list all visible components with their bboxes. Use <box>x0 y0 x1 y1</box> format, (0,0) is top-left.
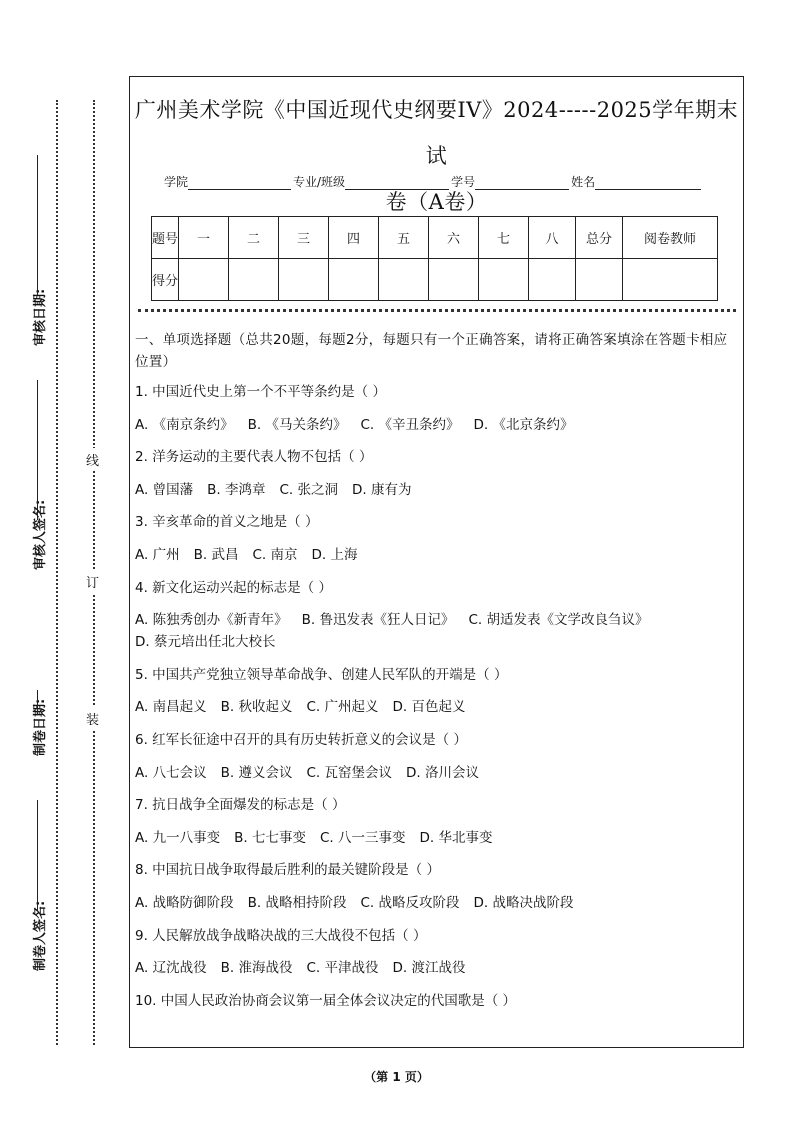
option: C. 平津战役 <box>306 960 379 977</box>
score-table-header-row <box>152 217 718 259</box>
score-header-cell: 八 <box>529 217 576 259</box>
section-1-heading: 一、单项选择题（总共20题，每题2分，每题只有一个正确答案，请将正确答案填涂在答题卡相应位置） <box>135 332 728 370</box>
option: A. 战略防御阶段 <box>135 894 234 911</box>
question-6-options <box>135 762 741 784</box>
option: D. 渡江战役 <box>392 960 466 977</box>
question-4: 4. 新文化运动兴起的标志是（ ） <box>135 579 332 596</box>
make-date-label: 制卷日期: <box>32 698 48 756</box>
option: B. 战略相持阶段 <box>247 894 347 911</box>
score-header-cell: 阅卷教师 <box>623 217 718 259</box>
question-4-options <box>135 609 741 631</box>
option: A. 《南京条约》 <box>135 416 234 433</box>
question-8: 8. 中国抗日战争取得最后胜利的最关键阶段是（ ） <box>135 862 440 879</box>
option: B. 遵义会议 <box>220 764 293 781</box>
option: C. 瓦窑堡会议 <box>306 764 392 781</box>
question-9: 9. 人民解放战争战略决战的三大战役不包括（ ） <box>135 927 427 944</box>
option: C. 胡适发表《文学改良刍议》 <box>468 612 649 629</box>
score-header-cell: 总分 <box>576 217 623 259</box>
option: D. 百色起义 <box>392 699 466 716</box>
score-header-cell: 五 <box>379 217 429 259</box>
score-header-cell: 四 <box>329 217 379 259</box>
score-header-cell: 六 <box>429 217 479 259</box>
score-header-cell: 二 <box>229 217 279 259</box>
maker-sign-line <box>37 800 38 910</box>
score-cell[interactable] <box>229 259 279 301</box>
option: B. 鲁迅发表《狂人日记》 <box>301 612 455 629</box>
question-10: 10. 中国人民政治协商会议第一届全体会议决定的代国歌是（ ） <box>135 992 517 1009</box>
question-5: 5. 中国共产党独立领导革命战争、创建人民军队的开端是（ ） <box>135 666 508 683</box>
score-table <box>151 216 718 301</box>
student-id-field[interactable] <box>475 177 569 190</box>
student-info-row <box>164 173 703 190</box>
score-header-cell: 七 <box>479 217 529 259</box>
title-line-1: 广州美术学院《中国近现代史纲要IV》2024-----2025学年期末试 <box>134 98 739 168</box>
major-label: 专业/班级 <box>293 175 346 189</box>
score-table-score-row <box>152 259 718 301</box>
section-1 <box>135 329 741 1022</box>
option: A. 广州 <box>135 546 180 563</box>
score-row-label: 得分 <box>152 259 179 301</box>
score-cell[interactable] <box>179 259 229 301</box>
option: C. 《辛丑条约》 <box>360 416 460 433</box>
option: A. 辽沈战役 <box>135 960 207 977</box>
option: D. 洛川会议 <box>405 764 479 781</box>
dotted-separator <box>138 309 736 312</box>
option: C. 张之洞 <box>279 481 338 498</box>
make-date-line <box>37 690 38 715</box>
option: D. 蔡元培出任北大校长 <box>135 634 276 651</box>
question-9-options <box>135 957 741 979</box>
option: A. 曾国藩 <box>135 481 194 498</box>
page-number: （第 1 页） <box>364 1070 429 1084</box>
option: A. 陈独秀创办《新青年》 <box>135 612 288 629</box>
question-1-options <box>135 414 741 436</box>
option: D. 华北事变 <box>419 829 493 846</box>
question-7-options <box>135 827 741 849</box>
option: C. 广州起义 <box>306 699 379 716</box>
option: A. 九一八事变 <box>135 829 221 846</box>
score-cell[interactable] <box>623 259 718 301</box>
left-dotted-border <box>56 100 58 1045</box>
option: C. 战略反攻阶段 <box>360 894 460 911</box>
question-3: 3. 辛亥革命的首义之地是（ ） <box>135 514 319 531</box>
score-header-cell: 一 <box>179 217 229 259</box>
review-date-line <box>37 155 38 295</box>
major-field[interactable] <box>345 177 449 190</box>
question-3-options <box>135 544 741 566</box>
score-cell[interactable] <box>529 259 576 301</box>
option: D. 战略决战阶段 <box>473 894 574 911</box>
option: B. 李鸿章 <box>207 481 266 498</box>
name-field[interactable] <box>595 177 701 190</box>
bind-char-xian: 线 <box>86 448 99 471</box>
college-field[interactable] <box>188 177 291 190</box>
score-cell[interactable] <box>279 259 329 301</box>
option: D. 康有为 <box>351 481 412 498</box>
student-id-label: 学号 <box>451 175 476 189</box>
score-cell[interactable] <box>329 259 379 301</box>
question-6: 6. 红军长征途中召开的具有历史转折意义的会议是（ ） <box>135 731 467 748</box>
option: B. 《马关条约》 <box>247 416 347 433</box>
option: D. 《北京条约》 <box>473 416 574 433</box>
bind-char-zhuang: 装 <box>86 707 99 730</box>
name-label: 姓名 <box>571 175 596 189</box>
score-cell[interactable] <box>479 259 529 301</box>
score-cell[interactable] <box>576 259 623 301</box>
question-2: 2. 洋务运动的主要代表人物不包括（ ） <box>135 449 373 466</box>
question-1: 1. 中国近代史上第一个不平等条约是（ ） <box>135 384 386 400</box>
option: C. 八一三事变 <box>319 829 406 846</box>
question-4-options-cont <box>135 631 741 653</box>
question-8-options <box>135 892 741 914</box>
maker-sign-label: 制卷人签名: <box>32 900 48 971</box>
score-cell[interactable] <box>379 259 429 301</box>
question-5-options <box>135 696 741 718</box>
college-label: 学院 <box>164 175 189 189</box>
option: B. 七七事变 <box>234 829 306 846</box>
exam-title <box>130 87 743 225</box>
option: B. 淮海战役 <box>220 960 293 977</box>
score-cell[interactable] <box>429 259 479 301</box>
option: C. 南京 <box>252 546 298 563</box>
title-line-2: 卷（A卷） <box>385 190 488 214</box>
question-7: 7. 抗日战争全面爆发的标志是（ ） <box>135 797 346 814</box>
bind-char-ding: 订 <box>86 570 99 593</box>
exam-paper <box>129 76 744 1048</box>
question-2-options <box>135 479 741 501</box>
reviewer-sign-label: 审核人签名: <box>32 499 48 570</box>
option: B. 武昌 <box>193 546 239 563</box>
score-header-cell: 三 <box>279 217 329 259</box>
option: B. 秋收起义 <box>220 699 293 716</box>
option: A. 南昌起义 <box>135 699 207 716</box>
reviewer-sign-line <box>37 380 38 520</box>
review-date-label: 审核日期: <box>32 288 48 346</box>
score-header-cell: 题号 <box>152 217 179 259</box>
option: A. 八七会议 <box>135 764 207 781</box>
option: D. 上海 <box>311 546 358 563</box>
